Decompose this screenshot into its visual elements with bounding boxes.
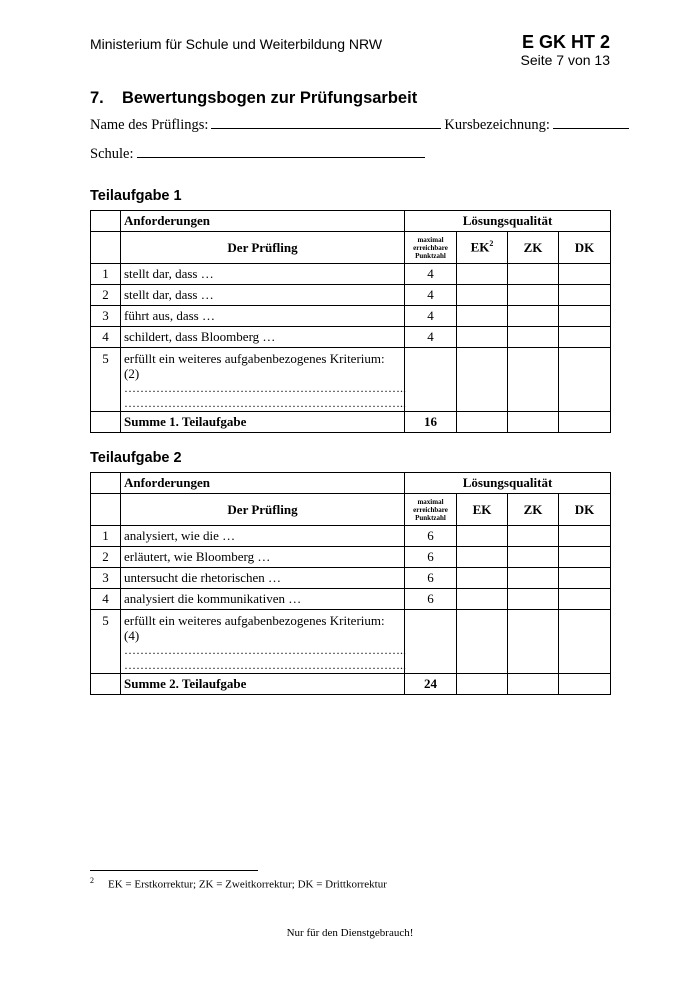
name-field[interactable]	[211, 127, 441, 129]
dk-cell[interactable]	[559, 348, 611, 412]
ek-header: $EK^2$	[457, 232, 508, 264]
ek-cell[interactable]	[457, 327, 508, 348]
table-row: 4 schildert, dass Bloomberg … 4	[91, 327, 611, 348]
page-footer: Nur für den Dienstgebrauch!	[286, 927, 414, 939]
ek-cell[interactable]	[457, 674, 508, 695]
footnote-rule	[90, 870, 258, 871]
dk-cell[interactable]	[559, 589, 611, 610]
zk-cell[interactable]	[508, 526, 559, 547]
table-row: 2 erläutert, wie Bloomberg … 6	[91, 547, 611, 568]
ek-cell[interactable]	[457, 526, 508, 547]
table-row: 3 untersucht die rhetorischen … 6	[91, 568, 611, 589]
table-row: 3 führt aus, dass … 4	[91, 306, 611, 327]
dk-cell[interactable]	[559, 264, 611, 285]
zk-cell[interactable]	[508, 547, 559, 568]
dk-cell[interactable]	[559, 285, 611, 306]
dots-line[interactable]: ……………………………………………………………..	[124, 381, 406, 395]
max-points-header: maximal erreichbare Punktzahl	[405, 232, 457, 264]
table-row-extra: 5 erfüllt ein weiteres aufgabenbezogenes Kriterium: (4) …………………………………………………………….. ……………………………………………………………..	[91, 610, 611, 674]
ek-cell[interactable]	[457, 264, 508, 285]
course-field[interactable]	[553, 127, 629, 129]
name-label: Name des Prüflings:	[90, 117, 209, 133]
dk-cell[interactable]	[559, 412, 611, 433]
sum-row: Summe 2. Teilaufgabe 24	[91, 674, 611, 695]
zk-cell[interactable]	[508, 589, 559, 610]
dk-cell[interactable]	[559, 674, 611, 695]
zk-header: ZK	[508, 232, 559, 264]
table-row: 2 stellt dar, dass … 4	[91, 285, 611, 306]
dk-cell[interactable]	[559, 568, 611, 589]
sum-row: Summe 1. Teilaufgabe 16	[91, 412, 611, 433]
ministry-name: Ministerium für Schule und Weiterbildung NRW	[90, 36, 383, 52]
ek-cell[interactable]	[457, 306, 508, 327]
dots-line[interactable]: ……………………………………………………………..	[124, 658, 406, 672]
zk-cell[interactable]	[508, 412, 559, 433]
loesungsqualitaet-header: Lösungsqualität	[405, 473, 611, 494]
ek-cell[interactable]	[457, 568, 508, 589]
ek-cell[interactable]	[457, 610, 508, 674]
ek-cell[interactable]	[457, 412, 508, 433]
section-title-text: Bewertungsbogen zur Prüfungsarbeit	[122, 89, 418, 107]
table-row: 1 stellt dar, dass … 4	[91, 264, 611, 285]
section-title	[90, 89, 417, 108]
dk-cell[interactable]	[559, 547, 611, 568]
section-number: 7.	[90, 89, 104, 107]
extra-criterion-text: erfüllt ein weiteres aufgabenbezogenes Kriterium: (4)	[124, 613, 385, 643]
ek-cell[interactable]	[457, 547, 508, 568]
dk-header: DK	[559, 494, 611, 526]
dk-cell[interactable]	[559, 306, 611, 327]
pruefling-header: Der Prüfling	[121, 232, 405, 264]
school-line	[90, 146, 428, 163]
footnote-text: EK = Erstkorrektur; ZK = Zweitkorrektur; DK = Drittkorrektur	[108, 878, 387, 891]
teilaufgabe1-title: Teilaufgabe 1	[90, 188, 182, 204]
teilaufgabe1-table	[90, 210, 611, 433]
footnote	[90, 876, 387, 891]
teilaufgabe2-title: Teilaufgabe 2	[90, 450, 182, 466]
ek-cell[interactable]	[457, 285, 508, 306]
course-label: Kursbezeichnung:	[444, 117, 550, 133]
zk-cell[interactable]	[508, 306, 559, 327]
dk-cell[interactable]	[559, 526, 611, 547]
footnote-ref: 2	[489, 239, 494, 249]
name-line	[90, 117, 632, 134]
dots-line[interactable]: ……………………………………………………………..	[124, 643, 406, 657]
table-row: 1 analysiert, wie die … 6	[91, 526, 611, 547]
zk-cell[interactable]	[508, 610, 559, 674]
ek-cell[interactable]	[457, 589, 508, 610]
dk-header: DK	[559, 232, 611, 264]
loesungsqualitaet-header: Lösungsqualität	[405, 211, 611, 232]
pruefling-header: Der Prüfling	[121, 494, 405, 526]
school-field[interactable]	[137, 156, 425, 158]
max-points-header: maximal erreichbare Punktzahl	[405, 494, 457, 526]
anforderungen-header: Anforderungen	[121, 211, 405, 232]
school-label: Schule:	[90, 146, 134, 162]
ek-header: EK	[457, 494, 508, 526]
zk-cell[interactable]	[508, 327, 559, 348]
zk-header: ZK	[508, 494, 559, 526]
exam-code: E GK HT 2	[521, 32, 610, 52]
table-row-extra: 5 erfüllt ein weiteres aufgabenbezogenes Kriterium: (2) …………………………………………………………….. ……………………………………………………………..	[91, 348, 611, 412]
zk-cell[interactable]	[508, 348, 559, 412]
dk-cell[interactable]	[559, 610, 611, 674]
footnote-mark: 2	[90, 876, 94, 885]
ek-cell[interactable]	[457, 348, 508, 412]
page-number: Seite 7 von 13	[520, 52, 610, 68]
zk-cell[interactable]	[508, 568, 559, 589]
anforderungen-header: Anforderungen	[121, 473, 405, 494]
zk-cell[interactable]	[508, 285, 559, 306]
dk-cell[interactable]	[559, 327, 611, 348]
dots-line[interactable]: ……………………………………………………………..	[124, 396, 406, 410]
extra-criterion-text: erfüllt ein weiteres aufgabenbezogenes Kriterium: (2)	[124, 351, 385, 381]
zk-cell[interactable]	[508, 674, 559, 695]
zk-cell[interactable]	[508, 264, 559, 285]
teilaufgabe2-table	[90, 472, 611, 695]
table-row: 4 analysiert die kommunikativen … 6	[91, 589, 611, 610]
